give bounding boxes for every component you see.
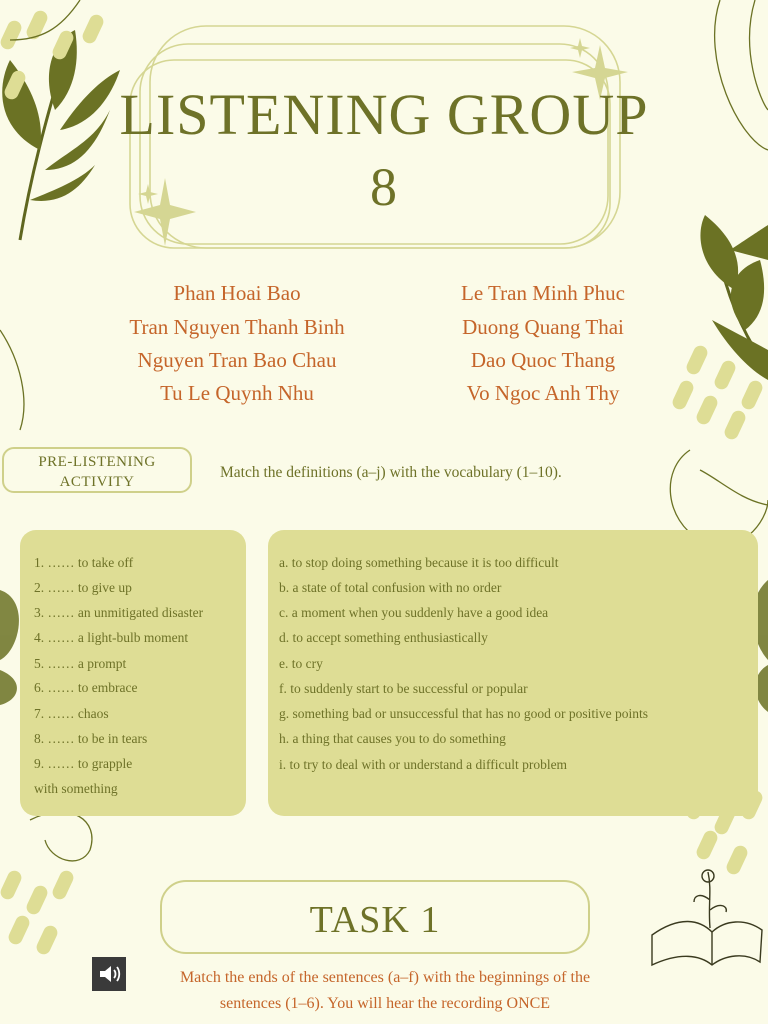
vocabulary-item: 2. …… to give up [34, 580, 132, 595]
book-flower-illustration [652, 870, 762, 965]
audio-play-button[interactable] [92, 957, 126, 991]
member-name: Phan Hoai Bao [173, 281, 301, 305]
vocabulary-item: 6. …… to embrace [34, 680, 138, 695]
task1-title: TASK 1 [309, 899, 441, 941]
member-name: Nguyen Tran Bao Chau [137, 348, 337, 372]
vocabulary-item-continuation: with something [34, 781, 118, 796]
definition-item: h. a thing that causes you to do something [279, 731, 506, 746]
definition-item: d. to accept something enthusiastically [279, 630, 488, 645]
member-name: Vo Ngoc Anh Thy [466, 381, 620, 405]
definition-item: g. something bad or unsuccessful that has no good or positive points [279, 706, 648, 721]
pre-listening-label-line2: ACTIVITY [59, 474, 135, 490]
vocabulary-item: 4. …… a light-bulb moment [34, 630, 189, 645]
dot-pattern-bottom-left [0, 868, 76, 956]
definition-item: c. a moment when you suddenly have a good idea [279, 605, 549, 620]
definition-item: e. to cry [279, 656, 323, 671]
definitions-panel [268, 530, 758, 816]
vocabulary-item: 7. …… chaos [34, 706, 109, 721]
page-title-line2: 8 [370, 157, 398, 217]
vocabulary-item: 5. …… a prompt [34, 656, 127, 671]
member-name: Duong Quang Thai [462, 315, 624, 339]
member-name: Dao Quoc Thang [470, 348, 616, 372]
definition-item: i. to try to deal with or understand a difficult problem [279, 757, 568, 772]
leaf-branch-right [700, 215, 768, 380]
pre-listening-instruction: Match the definitions (a–j) with the vocabulary (1–10). [220, 464, 562, 481]
task1-instruction-line1: Match the ends of the sentences (a–f) with the beginnings of the [179, 969, 591, 986]
definition-item: f. to suddenly start to be successful or popular [279, 681, 528, 696]
vocabulary-item: 9. …… to grapple [34, 756, 133, 771]
pre-listening-label [2, 447, 192, 493]
task1-instruction-line2: sentences (1–6). You will hear the recording ONCE [219, 995, 551, 1012]
member-name: Tu Le Quynh Nhu [160, 381, 314, 405]
leaf-left-mid [0, 590, 19, 705]
speaker-icon [92, 957, 126, 991]
definition-item: b. a state of total confusion with no order [279, 580, 502, 595]
definition-item: a. to stop doing something because it is too difficult [279, 555, 559, 570]
vocabulary-item: 8. …… to be in tears [34, 731, 148, 746]
member-name: Tran Nguyen Thanh Binh [129, 315, 345, 339]
vocabulary-item: 3. …… an unmitigated disaster [34, 605, 204, 620]
member-name: Le Tran Minh Phuc [461, 281, 625, 305]
pre-listening-label-line1: PRE-LISTENING [38, 454, 156, 470]
vocabulary-panel [20, 530, 246, 816]
vocabulary-item: 1. …… to take off [34, 555, 134, 570]
page-title-line1: LISTENING GROUP [119, 82, 649, 147]
